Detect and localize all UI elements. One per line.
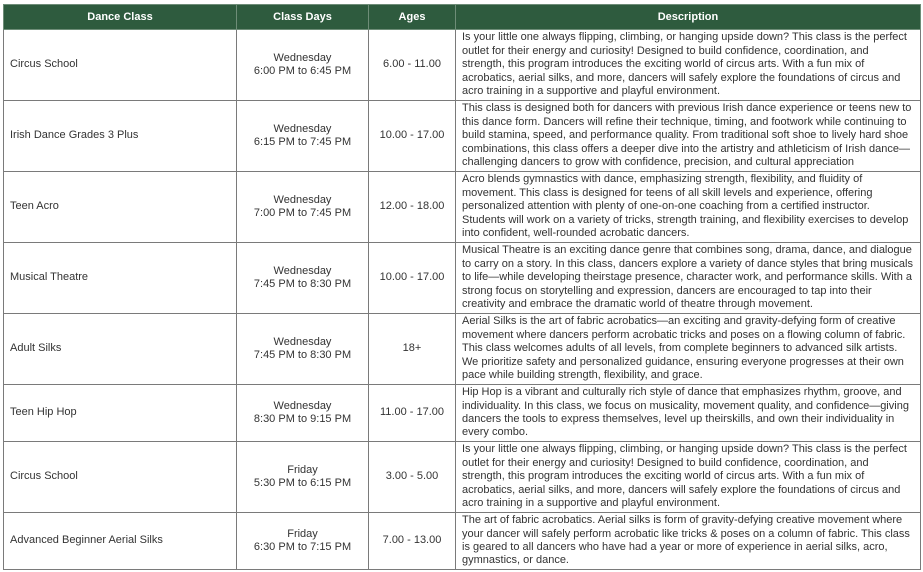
class-day: Wednesday — [273, 264, 332, 277]
class-days — [237, 442, 369, 513]
table-row — [4, 30, 921, 101]
class-days — [237, 314, 369, 385]
class-ages: 3.00 - 5.00 — [369, 442, 456, 513]
class-description: Is your little one always flipping, climbing, or hanging upside down? This class is the perfect outlet for their energy and curiosity! Designed to build confidence, coordination, and strength, this program introduces the exciting world of circus arts. With a fun mix of acrobatics, aerial silks, and more, dancers will safely explore the foundations of circus and acro training in a supportive and playful environment. — [456, 30, 921, 101]
class-description: Hip Hop is a vibrant and culturally rich style of dance that emphasizes rhythm, groove, and individuality. In this class, we focus on musicality, movement quality, and confidence—giving dancers the tools to express themselves, level up theirskills, and own their individuality in every combo. — [456, 385, 921, 442]
class-days — [237, 101, 369, 172]
class-day: Wednesday — [273, 122, 332, 135]
class-name: Advanced Beginner Aerial Silks — [4, 513, 237, 570]
class-days — [237, 30, 369, 101]
class-description: Is your little one always flipping, climbing, or hanging upside down? This class is the perfect outlet for their energy and curiosity! Designed to build confidence, coordination, and strength, this program introduces the exciting world of circus arts. With a fun mix of acrobatics, aerial silks, and more, dancers will safely explore the foundations of circus and acro training in a supportive and playful environment. — [456, 442, 921, 513]
class-ages: 6.00 - 11.00 — [369, 30, 456, 101]
class-time: 6:00 PM to 6:45 PM — [253, 65, 352, 77]
class-day: Friday — [287, 527, 318, 540]
class-name: Circus School — [4, 442, 237, 513]
header-class-days: Class Days — [237, 5, 369, 30]
class-days — [237, 513, 369, 570]
table-row — [4, 513, 921, 570]
class-description: Acro blends gymnastics with dance, emphasizing strength, flexibility, and fluidity of movement. This class is designed for teens of all skill levels and experience, offering personalized attention with plenty of one-on-one coaching from a certified instructor. Students will work on a variety of tricks, strength training, and flexibility exercises to develop into confident, well-rounded acrobatic dancers. — [456, 172, 921, 243]
class-time: 7:45 PM to 8:30 PM — [253, 278, 352, 290]
class-day: Wednesday — [273, 399, 332, 412]
class-day: Wednesday — [273, 335, 332, 348]
class-time: 5:30 PM to 6:15 PM — [253, 477, 352, 489]
class-name: Teen Acro — [4, 172, 237, 243]
table-row — [4, 385, 921, 442]
class-days — [237, 243, 369, 314]
table-row — [4, 101, 921, 172]
class-time: 7:00 PM to 7:45 PM — [253, 207, 352, 219]
table-row — [4, 442, 921, 513]
table-row — [4, 243, 921, 314]
class-days — [237, 172, 369, 243]
class-description: The art of fabric acrobatics. Aerial silks is form of gravity-defying creative movement where your dancer will safely perform acrobatic like tricks & poses on a column of fabric. This class is geared to all dancers who have had a year or more of experience in aerial silks, acro, gymnastics, or dance. — [456, 513, 921, 570]
table-row — [4, 172, 921, 243]
class-days — [237, 385, 369, 442]
class-ages: 11.00 - 17.00 — [369, 385, 456, 442]
class-description: Aerial Silks is the art of fabric acrobatics—an exciting and gravity-defying form of creative movement where dancers perform acrobatic tricks and poses on a flowing column of fabric. This class welcomes adults of all levels, from complete beginners to advanced silk artists. We prioritize safety and personalized guidance, ensuring everyone progresses at their own pace while building strength, flexibility, and grace. — [456, 314, 921, 385]
class-day: Friday — [287, 463, 318, 476]
class-ages: 10.00 - 17.00 — [369, 101, 456, 172]
class-ages: 12.00 - 18.00 — [369, 172, 456, 243]
class-name: Irish Dance Grades 3 Plus — [4, 101, 237, 172]
class-day: Wednesday — [273, 193, 332, 206]
class-name: Adult Silks — [4, 314, 237, 385]
class-schedule-table — [3, 4, 921, 570]
header-description: Description — [456, 5, 921, 30]
class-time: 6:30 PM to 7:15 PM — [253, 541, 352, 553]
class-name: Musical Theatre — [4, 243, 237, 314]
class-ages: 7.00 - 13.00 — [369, 513, 456, 570]
class-description: This class is designed both for dancers with previous Irish dance experience or teens new to this dance form. Dancers will refine their technique, timing, and footwork while continuing to build stamina, speed, and performance quality. From traditional soft shoe to lively hard shoe combinations, this class offers a deeper dive into the artistry and athleticism of Irish dance—challenging dancers to grow with confidence, precision, and cultural appreciation — [456, 101, 921, 172]
class-time: 6:15 PM to 7:45 PM — [253, 136, 352, 148]
class-time: 7:45 PM to 8:30 PM — [253, 349, 352, 361]
class-description: Musical Theatre is an exciting dance genre that combines song, drama, dance, and dialogue to carry on a story. In this class, dancers explore a variety of dance styles that bring musicals to life—while developing theirstage presence, character work, and performance skills. With a strong focus on storytelling and expression, dancers are encouraged to tap into their creativity and embrace the dramatic world of theatre through movement. — [456, 243, 921, 314]
class-ages: 10.00 - 17.00 — [369, 243, 456, 314]
table-header-row — [4, 5, 921, 30]
class-time: 8:30 PM to 9:15 PM — [253, 413, 352, 425]
header-ages: Ages — [369, 5, 456, 30]
class-day: Wednesday — [273, 51, 332, 64]
header-dance-class: Dance Class — [4, 5, 237, 30]
class-name: Circus School — [4, 30, 237, 101]
class-name: Teen Hip Hop — [4, 385, 237, 442]
table-row — [4, 314, 921, 385]
class-ages: 18+ — [369, 314, 456, 385]
